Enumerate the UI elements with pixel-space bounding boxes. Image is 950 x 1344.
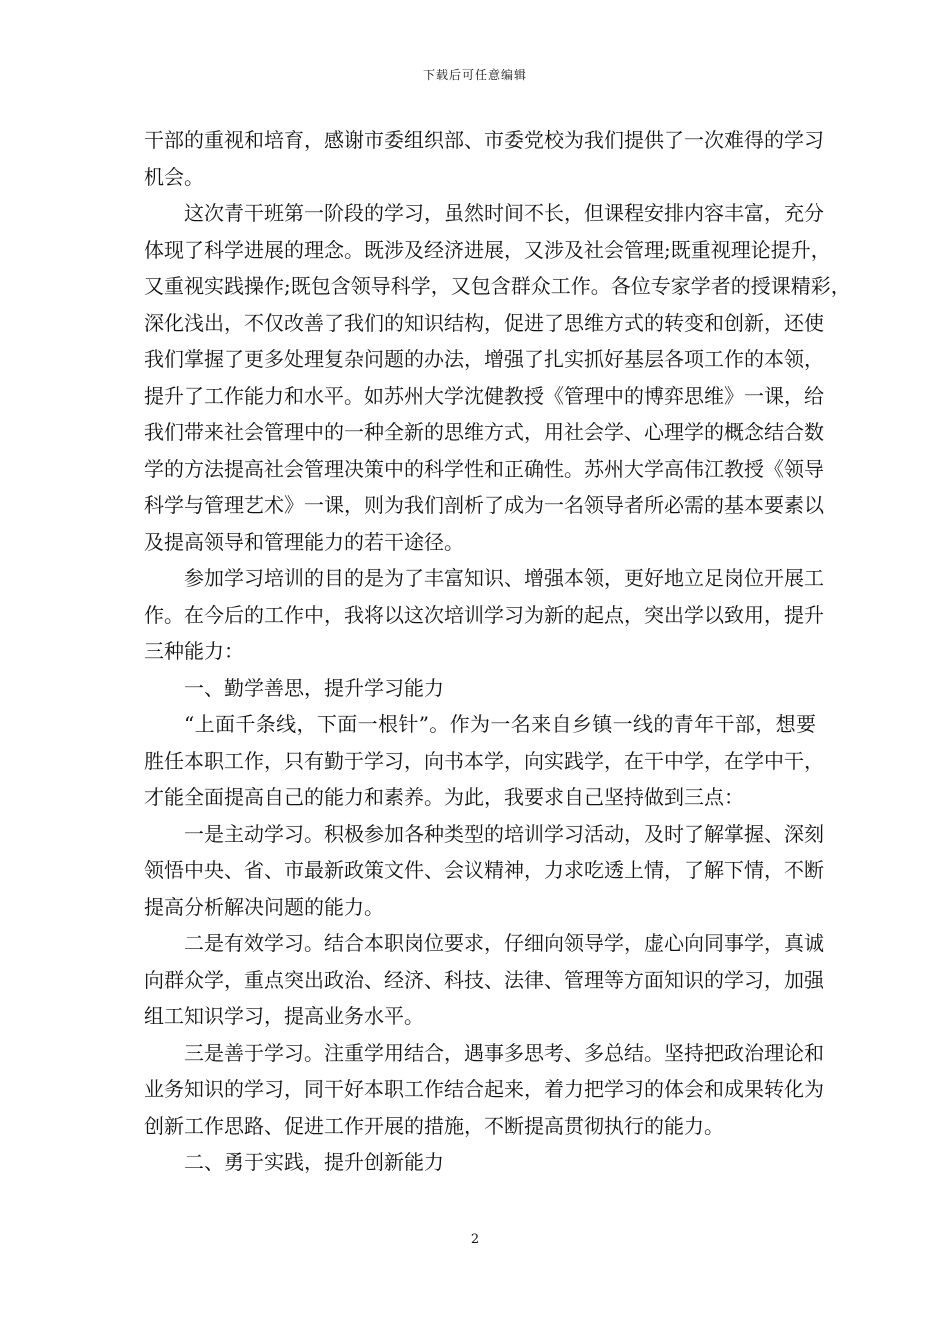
text-line: 提升了工作能力和水平。如苏州大学沈健教授《管理中的博弈思维》一课，给 bbox=[144, 383, 824, 408]
text-line: 一是主动学习。积极参加各种类型的培训学习活动，及时了解掌握、深刻 bbox=[184, 821, 824, 846]
text-line: 又重视实践操作;既包含领导科学，又包含群众工作。各位专家学者的授课精彩， bbox=[144, 274, 851, 298]
section-heading: 二、勇于实践，提升创新能力 bbox=[184, 1150, 444, 1174]
text-line: “上面千条线，下面一根针”。作为一名来自乡镇一线的青年干部，想要 bbox=[184, 712, 816, 736]
text-line: 科学与管理艺术》一课，则为我们剖析了成为一名领导者所必需的基本要素以 bbox=[144, 493, 824, 517]
text-line: 深化浅出，不仅改善了我们的知识结构，促进了思维方式的转变和创新，还使 bbox=[144, 310, 824, 335]
text-line: 胜任本职工作，只有勤于学习，向书本学，向实践学，在干中学，在学中干， bbox=[144, 748, 824, 773]
text-line: 业务知识的学习，同干好本职工作结合起来，着力把学习的体会和成果转化为 bbox=[144, 1077, 824, 1101]
section-heading: 一、勤学善思，提升学习能力 bbox=[184, 675, 444, 700]
text-line: 向群众学，重点突出政治、经济、科技、法律、管理等方面知识的学习，加强 bbox=[144, 967, 824, 992]
document-body bbox=[144, 122, 851, 1181]
text-line: 二是有效学习。结合本职岗位要求，仔细向领导学，虚心向同事学，真诚 bbox=[184, 931, 824, 955]
text-line: 提高分析解决问题的能力。 bbox=[144, 894, 384, 919]
text-line: 创新工作思路、促进工作开展的措施，不断提高贯彻执行的能力。 bbox=[144, 1113, 724, 1138]
text-line: 及提高领导和管理能力的若干途径。 bbox=[144, 529, 464, 554]
text-line: 三种能力： bbox=[144, 639, 244, 663]
text-line: 学的方法提高社会管理决策中的科学性和正确性。苏州大学高伟江教授《领导 bbox=[144, 456, 824, 481]
page-number: 2 bbox=[470, 1232, 480, 1247]
text-line: 体现了科学进展的理念。既涉及经济进展，又涉及社会管理;既重视理论提升， bbox=[144, 237, 831, 262]
text-line: 参加学习培训的目的是为了丰富知识、增强本领，更好地立足岗位开展工 bbox=[184, 566, 824, 590]
text-line: 组工知识学习，提高业务水平。 bbox=[144, 1004, 424, 1028]
text-line: 机会。 bbox=[144, 164, 204, 189]
text-line: 才能全面提高自己的能力和素养。为此，我要求自己坚持做到三点： bbox=[144, 785, 744, 809]
page-header: 下载后可任意编辑 bbox=[422, 68, 527, 82]
text-line: 领悟中央、省、市最新政策文件、会议精神，力求吃透上情，了解下情，不断 bbox=[144, 858, 824, 882]
text-line: 我们掌握了更多处理复杂问题的办法，增强了扎实抓好基层各项工作的本领， bbox=[144, 347, 824, 371]
text-line: 三是善于学习。注重学用结合，遇事多思考、多总结。坚持把政治理论和 bbox=[184, 1040, 824, 1065]
text-line: 作。在今后的工作中，我将以这次培训学习为新的起点，突出学以致用，提升 bbox=[144, 602, 824, 627]
text-line: 干部的重视和培育，感谢市委组织部、市委党校为我们提供了一次难得的学习 bbox=[144, 128, 824, 152]
text-line: 我们带来社会管理中的一种全新的思维方式，用社会学、心理学的概念结合数 bbox=[144, 420, 824, 444]
text-line: 这次青干班第一阶段的学习，虽然时间不长，但课程安排内容丰富，充分 bbox=[184, 201, 824, 225]
